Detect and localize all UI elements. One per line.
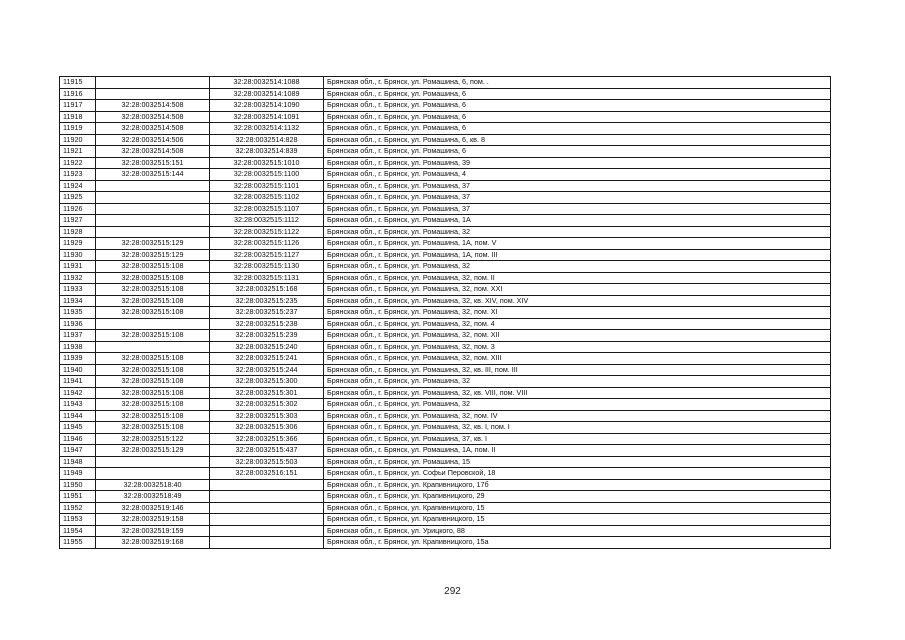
address-cell: Брянская обл., г. Брянск, ул. Ромашина, 32, пом. XII xyxy=(324,330,831,342)
table-row xyxy=(60,537,831,549)
parent-cadastral-number-cell xyxy=(96,192,210,204)
cadastral-number-cell: 32:28:0032515:241 xyxy=(210,353,324,365)
cadastral-number-cell: 32:28:0032516:151 xyxy=(210,468,324,480)
table-row xyxy=(60,249,831,261)
table-row xyxy=(60,410,831,422)
parent-cadastral-number-cell: 32:28:0032519:159 xyxy=(96,525,210,537)
table-row xyxy=(60,123,831,135)
parent-cadastral-number-cell: 32:28:0032515:108 xyxy=(96,364,210,376)
table-row xyxy=(60,146,831,158)
row-number-cell: 11921 xyxy=(60,146,96,158)
address-cell: Брянская обл., г. Брянск, ул. Ромашина, 1А, пом. III xyxy=(324,249,831,261)
cadastral-number-cell xyxy=(210,502,324,514)
property-registry-table xyxy=(59,76,831,549)
table-row xyxy=(60,422,831,434)
parent-cadastral-number-cell: 32:28:0032515:108 xyxy=(96,422,210,434)
row-number-cell: 11922 xyxy=(60,157,96,169)
parent-cadastral-number-cell xyxy=(96,318,210,330)
parent-cadastral-number-cell: 32:28:0032515:108 xyxy=(96,307,210,319)
address-cell: Брянская обл., г. Брянск, ул. Ромашина, 15 xyxy=(324,456,831,468)
table-row xyxy=(60,203,831,215)
row-number-cell: 11949 xyxy=(60,468,96,480)
cadastral-number-cell: 32:28:0032515:1127 xyxy=(210,249,324,261)
row-number-cell: 11929 xyxy=(60,238,96,250)
address-cell: Брянская обл., г. Брянск, ул. Ромашина, 1А, пом. II xyxy=(324,445,831,457)
row-number-cell: 11944 xyxy=(60,410,96,422)
row-number-cell: 11938 xyxy=(60,341,96,353)
table-row xyxy=(60,387,831,399)
table-row xyxy=(60,502,831,514)
table-row xyxy=(60,525,831,537)
cadastral-number-cell: 32:28:0032515:168 xyxy=(210,284,324,296)
table-row xyxy=(60,445,831,457)
cadastral-number-cell: 32:28:0032515:1010 xyxy=(210,157,324,169)
address-cell: Брянская обл., г. Брянск, ул. Ромашина, 32, пом. 4 xyxy=(324,318,831,330)
parent-cadastral-number-cell: 32:28:0032515:144 xyxy=(96,169,210,181)
address-cell: Брянская обл., г. Брянск, ул. Ромашина, 37 xyxy=(324,180,831,192)
address-cell: Брянская обл., г. Брянск, ул. Ромашина, 32, кв. VIII, пом. VIII xyxy=(324,387,831,399)
row-number-cell: 11946 xyxy=(60,433,96,445)
address-cell: Брянская обл., г. Брянск, ул. Ромашина, 4 xyxy=(324,169,831,181)
table-row xyxy=(60,157,831,169)
address-cell: Брянская обл., г. Брянск, ул. Ромашина, 32, пом. XI xyxy=(324,307,831,319)
cadastral-number-cell: 32:28:0032515:240 xyxy=(210,341,324,353)
row-number-cell: 11951 xyxy=(60,491,96,503)
parent-cadastral-number-cell: 32:28:0032514:508 xyxy=(96,123,210,135)
address-cell: Брянская обл., г. Брянск, ул. Ромашина, 1А xyxy=(324,215,831,227)
cadastral-number-cell: 32:28:0032515:1126 xyxy=(210,238,324,250)
address-cell: Брянская обл., г. Брянск, ул. Ромашина, 6, кв. 8 xyxy=(324,134,831,146)
cadastral-number-cell: 32:28:0032514:828 xyxy=(210,134,324,146)
parent-cadastral-number-cell: 32:28:0032515:108 xyxy=(96,284,210,296)
cadastral-number-cell: 32:28:0032515:238 xyxy=(210,318,324,330)
row-number-cell: 11925 xyxy=(60,192,96,204)
row-number-cell: 11943 xyxy=(60,399,96,411)
row-number-cell: 11933 xyxy=(60,284,96,296)
cadastral-number-cell: 32:28:0032515:306 xyxy=(210,422,324,434)
table-row xyxy=(60,261,831,273)
address-cell: Брянская обл., г. Брянск, ул. Ромашина, 6 xyxy=(324,88,831,100)
parent-cadastral-number-cell: 32:28:0032514:508 xyxy=(96,111,210,123)
table-row xyxy=(60,77,831,89)
parent-cadastral-number-cell: 32:28:0032515:108 xyxy=(96,376,210,388)
table-row xyxy=(60,456,831,468)
table-row xyxy=(60,295,831,307)
parent-cadastral-number-cell: 32:28:0032514:506 xyxy=(96,134,210,146)
row-number-cell: 11955 xyxy=(60,537,96,549)
cadastral-number-cell: 32:28:0032515:1112 xyxy=(210,215,324,227)
table-row xyxy=(60,272,831,284)
address-cell: Брянская обл., г. Брянск, ул. Крапивницкого, 15 xyxy=(324,514,831,526)
address-cell: Брянская обл., г. Брянск, ул. Ромашина, 6 xyxy=(324,100,831,112)
address-cell: Брянская обл., г. Брянск, ул. Ромашина, 1А, пом. V xyxy=(324,238,831,250)
cadastral-number-cell: 32:28:0032514:1091 xyxy=(210,111,324,123)
parent-cadastral-number-cell: 32:28:0032515:129 xyxy=(96,445,210,457)
parent-cadastral-number-cell: 32:28:0032515:108 xyxy=(96,330,210,342)
row-number-cell: 11941 xyxy=(60,376,96,388)
table-row xyxy=(60,111,831,123)
address-cell: Брянская обл., г. Брянск, ул. Ромашина, 32, пом. XXI xyxy=(324,284,831,296)
address-cell: Брянская обл., г. Брянск, ул. Ромашина, 6 xyxy=(324,111,831,123)
table-row xyxy=(60,353,831,365)
cadastral-number-cell: 32:28:0032515:1122 xyxy=(210,226,324,238)
row-number-cell: 11927 xyxy=(60,215,96,227)
table-row xyxy=(60,433,831,445)
parent-cadastral-number-cell: 32:28:0032515:108 xyxy=(96,410,210,422)
parent-cadastral-number-cell: 32:28:0032515:122 xyxy=(96,433,210,445)
cadastral-number-cell: 32:28:0032514:1132 xyxy=(210,123,324,135)
parent-cadastral-number-cell xyxy=(96,456,210,468)
table-row xyxy=(60,226,831,238)
row-number-cell: 11926 xyxy=(60,203,96,215)
cadastral-number-cell xyxy=(210,479,324,491)
row-number-cell: 11935 xyxy=(60,307,96,319)
cadastral-number-cell: 32:28:0032515:237 xyxy=(210,307,324,319)
table-row xyxy=(60,491,831,503)
parent-cadastral-number-cell xyxy=(96,203,210,215)
parent-cadastral-number-cell: 32:28:0032518:40 xyxy=(96,479,210,491)
cadastral-number-cell: 32:28:0032515:300 xyxy=(210,376,324,388)
table-row xyxy=(60,330,831,342)
cadastral-number-cell: 32:28:0032515:437 xyxy=(210,445,324,457)
row-number-cell: 11936 xyxy=(60,318,96,330)
table-row xyxy=(60,134,831,146)
cadastral-number-cell xyxy=(210,491,324,503)
table-row xyxy=(60,514,831,526)
cadastral-number-cell: 32:28:0032515:302 xyxy=(210,399,324,411)
parent-cadastral-number-cell: 32:28:0032519:158 xyxy=(96,514,210,526)
parent-cadastral-number-cell: 32:28:0032515:108 xyxy=(96,295,210,307)
table-row xyxy=(60,468,831,480)
row-number-cell: 11915 xyxy=(60,77,96,89)
address-cell: Брянская обл., г. Брянск, ул. Ромашина, 32 xyxy=(324,226,831,238)
page-number: 292 xyxy=(444,586,461,597)
address-cell: Брянская обл., г. Брянск, ул. Ромашина, 32, пом. II xyxy=(324,272,831,284)
parent-cadastral-number-cell xyxy=(96,468,210,480)
row-number-cell: 11954 xyxy=(60,525,96,537)
address-cell: Брянская обл., г. Брянск, ул. Крапивницкого, 17б xyxy=(324,479,831,491)
address-cell: Брянская обл., г. Брянск, ул. Ромашина, 37 xyxy=(324,192,831,204)
cadastral-number-cell: 32:28:0032514:1089 xyxy=(210,88,324,100)
row-number-cell: 11934 xyxy=(60,295,96,307)
table-row xyxy=(60,284,831,296)
table-row xyxy=(60,364,831,376)
parent-cadastral-number-cell xyxy=(96,341,210,353)
row-number-cell: 11917 xyxy=(60,100,96,112)
cadastral-number-cell: 32:28:0032514:1088 xyxy=(210,77,324,89)
registry-table-body xyxy=(60,77,831,549)
table-row xyxy=(60,307,831,319)
address-cell: Брянская обл., г. Брянск, ул. Ромашина, 32, кв. XIV, пом. XIV xyxy=(324,295,831,307)
parent-cadastral-number-cell: 32:28:0032515:108 xyxy=(96,272,210,284)
parent-cadastral-number-cell: 32:28:0032514:508 xyxy=(96,100,210,112)
table-row xyxy=(60,88,831,100)
address-cell: Брянская обл., г. Брянск, ул. Ромашина, 32, пом. IV xyxy=(324,410,831,422)
row-number-cell: 11930 xyxy=(60,249,96,261)
parent-cadastral-number-cell xyxy=(96,180,210,192)
parent-cadastral-number-cell: 32:28:0032515:108 xyxy=(96,261,210,273)
cadastral-number-cell: 32:28:0032515:303 xyxy=(210,410,324,422)
row-number-cell: 11940 xyxy=(60,364,96,376)
cadastral-number-cell: 32:28:0032515:1100 xyxy=(210,169,324,181)
address-cell: Брянская обл., г. Брянск, ул. Ромашина, 6 xyxy=(324,123,831,135)
parent-cadastral-number-cell xyxy=(96,226,210,238)
cadastral-number-cell: 32:28:0032515:1131 xyxy=(210,272,324,284)
address-cell: Брянская обл., г. Брянск, ул. Ромашина, 32 xyxy=(324,376,831,388)
table-row xyxy=(60,192,831,204)
table-row xyxy=(60,180,831,192)
address-cell: Брянская обл., г. Брянск, ул. Ромашина, 37, кв. I xyxy=(324,433,831,445)
table-row xyxy=(60,100,831,112)
parent-cadastral-number-cell xyxy=(96,77,210,89)
row-number-cell: 11924 xyxy=(60,180,96,192)
table-row xyxy=(60,376,831,388)
parent-cadastral-number-cell: 32:28:0032519:146 xyxy=(96,502,210,514)
row-number-cell: 11948 xyxy=(60,456,96,468)
table-row xyxy=(60,238,831,250)
cadastral-number-cell: 32:28:0032515:301 xyxy=(210,387,324,399)
row-number-cell: 11939 xyxy=(60,353,96,365)
cadastral-number-cell xyxy=(210,514,324,526)
address-cell: Брянская обл., г. Брянск, ул. Ромашина, 32, пом. 3 xyxy=(324,341,831,353)
address-cell: Брянская обл., г. Брянск, ул. Крапивницкого, 15 xyxy=(324,502,831,514)
parent-cadastral-number-cell: 32:28:0032518:49 xyxy=(96,491,210,503)
row-number-cell: 11945 xyxy=(60,422,96,434)
row-number-cell: 11918 xyxy=(60,111,96,123)
table-row xyxy=(60,341,831,353)
cadastral-number-cell: 32:28:0032515:1107 xyxy=(210,203,324,215)
cadastral-number-cell: 32:28:0032515:244 xyxy=(210,364,324,376)
parent-cadastral-number-cell: 32:28:0032515:108 xyxy=(96,387,210,399)
address-cell: Брянская обл., г. Брянск, ул. Ромашина, 32, пом. XIII xyxy=(324,353,831,365)
cadastral-number-cell: 32:28:0032514:839 xyxy=(210,146,324,158)
address-cell: Брянская обл., г. Брянск, ул. Софьи Перовской, 18 xyxy=(324,468,831,480)
row-number-cell: 11920 xyxy=(60,134,96,146)
cadastral-number-cell: 32:28:0032515:366 xyxy=(210,433,324,445)
parent-cadastral-number-cell xyxy=(96,88,210,100)
parent-cadastral-number-cell: 32:28:0032515:129 xyxy=(96,238,210,250)
row-number-cell: 11950 xyxy=(60,479,96,491)
cadastral-number-cell: 32:28:0032515:235 xyxy=(210,295,324,307)
cadastral-number-cell: 32:28:0032515:1102 xyxy=(210,192,324,204)
address-cell: Брянская обл., г. Брянск, ул. Ромашина, 32 xyxy=(324,261,831,273)
cadastral-number-cell: 32:28:0032515:239 xyxy=(210,330,324,342)
parent-cadastral-number-cell: 32:28:0032514:508 xyxy=(96,146,210,158)
parent-cadastral-number-cell: 32:28:0032519:168 xyxy=(96,537,210,549)
table-row xyxy=(60,399,831,411)
row-number-cell: 11953 xyxy=(60,514,96,526)
address-cell: Брянская обл., г. Брянск, ул. Ромашина, 39 xyxy=(324,157,831,169)
row-number-cell: 11916 xyxy=(60,88,96,100)
row-number-cell: 11932 xyxy=(60,272,96,284)
address-cell: Брянская обл., г. Брянск, ул. Ромашина, 32, кв. III, пом. III xyxy=(324,364,831,376)
row-number-cell: 11928 xyxy=(60,226,96,238)
table-row xyxy=(60,215,831,227)
row-number-cell: 11919 xyxy=(60,123,96,135)
address-cell: Брянская обл., г. Брянск, ул. Ромашина, 37 xyxy=(324,203,831,215)
address-cell: Брянская обл., г. Брянск, ул. Ромашина, 32, кв. I, пом. I xyxy=(324,422,831,434)
parent-cadastral-number-cell: 32:28:0032515:151 xyxy=(96,157,210,169)
row-number-cell: 11952 xyxy=(60,502,96,514)
cadastral-number-cell xyxy=(210,525,324,537)
table-row xyxy=(60,479,831,491)
row-number-cell: 11937 xyxy=(60,330,96,342)
cadastral-number-cell: 32:28:0032515:1101 xyxy=(210,180,324,192)
table-row xyxy=(60,318,831,330)
row-number-cell: 11947 xyxy=(60,445,96,457)
cadastral-number-cell: 32:28:0032515:503 xyxy=(210,456,324,468)
row-number-cell: 11923 xyxy=(60,169,96,181)
address-cell: Брянская обл., г. Брянск, ул. Ромашина, 32 xyxy=(324,399,831,411)
row-number-cell: 11942 xyxy=(60,387,96,399)
table-row xyxy=(60,169,831,181)
cadastral-number-cell xyxy=(210,537,324,549)
address-cell: Брянская обл., г. Брянск, ул. Крапивницкого, 29 xyxy=(324,491,831,503)
address-cell: Брянская обл., г. Брянск, ул. Ромашина, 6 xyxy=(324,146,831,158)
cadastral-number-cell: 32:28:0032514:1090 xyxy=(210,100,324,112)
address-cell: Брянская обл., г. Брянск, ул. Урицкого, 88 xyxy=(324,525,831,537)
parent-cadastral-number-cell: 32:28:0032515:108 xyxy=(96,353,210,365)
parent-cadastral-number-cell xyxy=(96,215,210,227)
parent-cadastral-number-cell: 32:28:0032515:129 xyxy=(96,249,210,261)
address-cell: Брянская обл., г. Брянск, ул. Крапивницкого, 15а xyxy=(324,537,831,549)
parent-cadastral-number-cell: 32:28:0032515:108 xyxy=(96,399,210,411)
row-number-cell: 11931 xyxy=(60,261,96,273)
address-cell: Брянская обл., г. Брянск, ул. Ромашина, 6, пом. . xyxy=(324,77,831,89)
cadastral-number-cell: 32:28:0032515:1130 xyxy=(210,261,324,273)
